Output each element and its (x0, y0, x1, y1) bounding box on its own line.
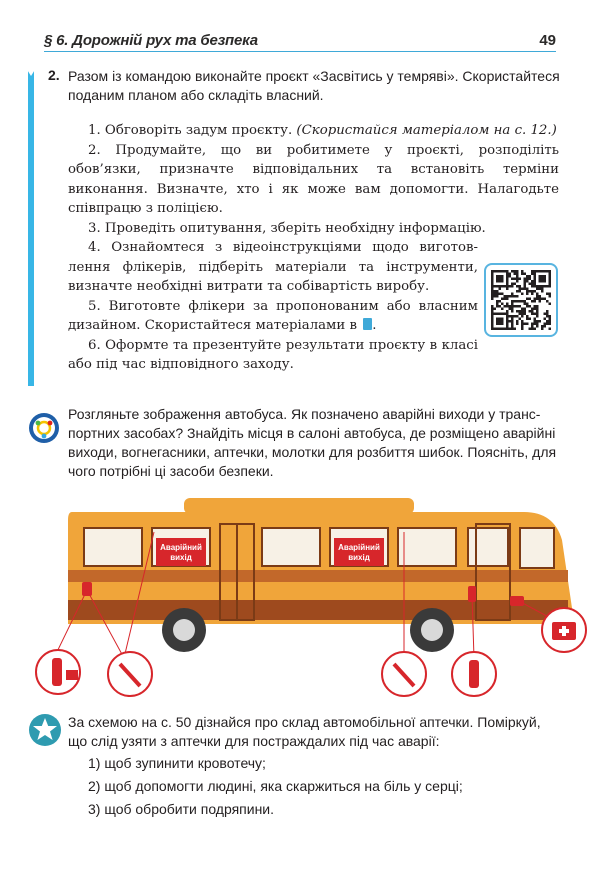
star-task-icon (28, 713, 62, 747)
exit-sign-text-1: Аварійний (160, 543, 202, 552)
qr-code-icon[interactable] (484, 263, 558, 337)
plan-step-1-note: (Скористайся матеріалом на с. 12.) (296, 123, 557, 138)
list-item: 3) щоб обробити подряпини. (88, 801, 275, 817)
bus-task-icon (28, 412, 60, 444)
book-icon (363, 318, 372, 330)
exit-sign-text-2: вихід (170, 553, 192, 562)
task-side-bar (28, 68, 34, 386)
plan-step-3: 3. Проведіть опитування, зберіть необхідну інформацію. (88, 220, 486, 236)
exit-sign-text-4: вихід (348, 553, 370, 562)
bus-task-text: Розгляньте зображення автобуса. Як позначено аварійні виходи у транспортних засобах? Знайдіть місця в салоні автобуса, де розміщено аварійні виходи, вогнегасники, аптечки, молотки для розбиття шибок. Поясніть, для чого потрібні ці засоби безпеки. (68, 406, 557, 479)
page-header (44, 32, 556, 52)
list-item: 2) щоб допомогти людині, яка скаржиться на біль у серці; (88, 778, 463, 794)
plan-step-2: 2. Продумайте, що ви робитимете у проєкті, розподіліть обов’язки, призначте відповідальних та встановіть терміни виконання. Визначте, хто і як може вам допомогти. Налагодьте співпрацю з поліцією. (68, 142, 559, 216)
plan-step-4: 4. Ознайомтеся з відеоінструкціями щодо виготовлення флікерів, підберіть матеріали та інструменти, визначте необхідні витрати та собівартість виробу. (68, 240, 478, 294)
task-number: 2. (48, 67, 60, 83)
plan-step-6: 6. Оформте та презентуйте результати проєкту в класі або під час відповідного заходу. (68, 337, 478, 372)
section-title: § 6. Дорожній рух та безпека (44, 32, 258, 49)
project-plan (68, 121, 559, 375)
first-aid-list (88, 753, 463, 822)
plan-step-5: 5. Виготовте флікери за пропонованим або власним дизайном. Скористайтеся матеріалами в . (68, 298, 478, 333)
side-bar-notch (26, 68, 36, 76)
page-number: 49 (539, 32, 556, 49)
task-intro: Разом із командою виконайте проєкт «Засвітись у темряві». Скористайтеся поданим планом або складіть власний. (68, 68, 560, 103)
header-rule (44, 51, 556, 52)
list-item: 1) щоб зупинити кровотечу; (88, 755, 266, 771)
plan-step-1: 1. Обговоріть задум проєкту. (Скористайся матеріалом на с. 12.) (88, 123, 557, 138)
bus-illustration (24, 490, 594, 702)
exit-sign-text-3: Аварійний (338, 543, 380, 552)
first-aid-task-text: За схемою на с. 50 дізнайся про склад автомобільної аптечки. Поміркуй, що слід узяти з аптечки для постраждалих під час аварії: (68, 714, 541, 749)
